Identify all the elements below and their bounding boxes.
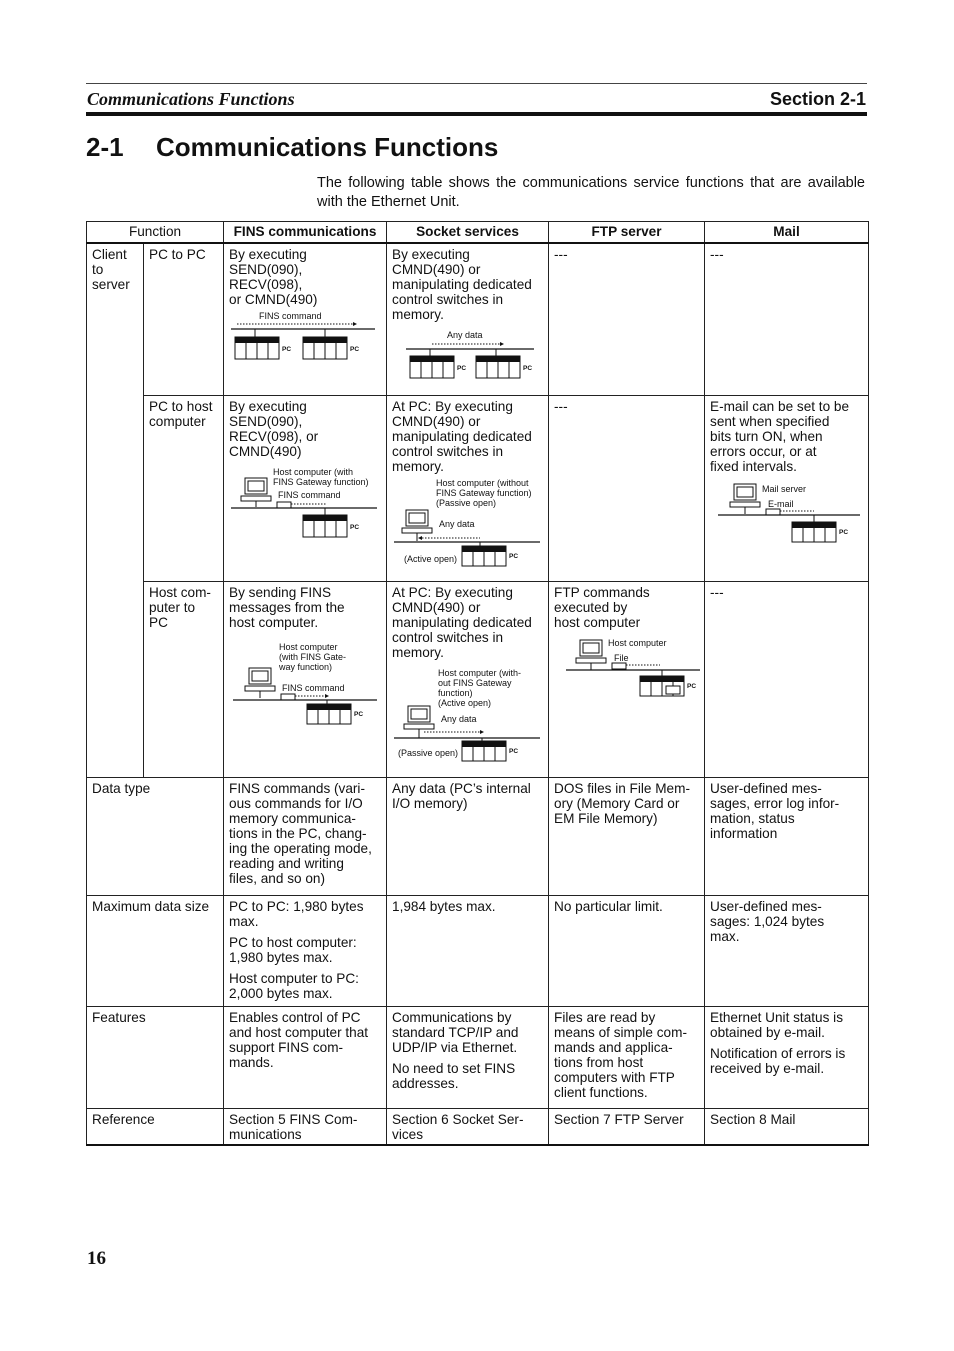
diagram-label-pc: PC (457, 365, 467, 372)
cell-mail-data-type: User-defined mes- sages, error log infor- mation, status information (705, 777, 869, 895)
pc-rack-icon (307, 704, 351, 724)
cell-text: At PC: By executing CMND(490) or manipulating dedicated control switches in memory. (392, 398, 532, 474)
table-row (87, 777, 869, 895)
cell-text: No need to set FINS addresses. (392, 1060, 516, 1091)
cell-fins-pc-to-host (224, 395, 387, 581)
diagram-fins-pc-to-pc (229, 309, 379, 369)
diagram-label-passive-open: (Passive open) (436, 497, 497, 508)
diagram-label-pc: PC (350, 346, 360, 353)
cell-socket-host-to-pc (387, 581, 549, 777)
cell-text: By executing SEND(090), RECV(098), or CMND(490) (229, 398, 319, 459)
diagram-label-fins-command: FINS command (282, 682, 345, 693)
pc-rack-icon (410, 356, 454, 378)
row-label-pc-to-host: PC to host computer (144, 395, 224, 581)
table-header-row (87, 222, 869, 244)
diagram-mail-pc-to-host (710, 476, 864, 546)
row-label-host-to-pc: Host com- puter to PC (144, 581, 224, 777)
diagram-label-pc: PC (687, 682, 697, 690)
host-computer-icon (245, 668, 275, 691)
row-label-pc-to-pc: PC to PC (144, 243, 224, 395)
diagram-label-any-data: Any data (439, 518, 475, 529)
diagram-label-mail-server: Mail server (762, 483, 807, 494)
diagram-label-pc: PC (509, 552, 519, 560)
col-header-fins: FINS communications (224, 222, 387, 244)
cell-socket-max-size: 1,984 bytes max. (387, 895, 549, 1006)
cell-mail-pc-to-pc: --- (705, 243, 869, 395)
diagram-label: FINS Gateway function) (436, 487, 532, 498)
cell-mail-features (705, 1006, 869, 1108)
cell-text: PC to host computer: 1,980 bytes max. (229, 934, 357, 965)
cell-mail-host-to-pc: --- (705, 581, 869, 777)
diagram-label: Host computer (without (436, 477, 529, 488)
cell-ftp-pc-to-pc: --- (549, 243, 705, 395)
col-header-function: Function (87, 222, 224, 244)
cell-socket-reference: Section 6 Socket Ser- vices (387, 1108, 549, 1145)
pc-rack-icon (462, 546, 506, 566)
cell-ftp-data-type: DOS files in File Mem- ory (Memory Card or EM File Memory) (549, 777, 705, 895)
col-header-ftp: FTP server (549, 222, 705, 244)
diagram-label-any-data: Any data (441, 713, 477, 724)
row-label-max-size: Maximum data size (87, 895, 224, 1006)
diagram-label-pc: PC (354, 710, 364, 718)
diagram-ftp-host-to-pc (554, 632, 702, 700)
diagram-label-fins-command: FINS command (259, 311, 322, 321)
diagram-label-pc: PC (839, 528, 849, 536)
client-to-server-label: Client to server (87, 243, 144, 777)
cell-text: Ethernet Unit status is obtained by e-mail. (710, 1009, 843, 1040)
cell-fins-features: Enables control of PC and host computer that support FINS com- mands. (224, 1006, 387, 1108)
diagram-label: Host computer (279, 641, 338, 652)
diagram-label: Host computer (with- (438, 667, 522, 678)
cell-text: Host computer to PC: 2,000 bytes max. (229, 970, 359, 1001)
cell-text: Communications by standard TCP/IP and UDP/IP via Ethernet. (392, 1009, 519, 1055)
cell-text: By executing SEND(090), RECV(098), or CMND(490) (229, 247, 318, 307)
cell-ftp-host-to-pc (549, 581, 705, 777)
cell-socket-features (387, 1006, 549, 1108)
cell-fins-host-to-pc (224, 581, 387, 777)
section-number: 2-1 (86, 132, 124, 162)
cell-mail-reference: Section 8 Mail (705, 1108, 869, 1145)
pc-rack-icon (462, 741, 506, 761)
row-label-features: Features (87, 1006, 224, 1108)
diagram-fins-pc-to-host (229, 461, 381, 541)
table-row (87, 1108, 869, 1145)
diagram-label-fins-command: FINS command (278, 489, 341, 500)
cell-text: PC to PC: 1,980 bytes max. (229, 898, 364, 929)
cell-text: At PC: By executing CMND(490) or manipulating dedicated control switches in memory. (392, 584, 532, 660)
intro-paragraph: The following table shows the communications service functions that are available with the Ethernet Unit. (317, 175, 865, 210)
pc-rack-icon (792, 522, 836, 542)
row-label-data-type: Data type (87, 777, 224, 895)
cell-fins-reference: Section 5 FINS Com- munications (224, 1108, 387, 1145)
diagram-label-host-computer: Host computer (608, 637, 667, 648)
cell-text: E-mail can be set to be sent when specified bits turn ON, when errors occur, or at fixed intervals. (710, 398, 850, 474)
cell-ftp-reference: Section 7 FTP Server (549, 1108, 705, 1145)
cell-fins-max-size (224, 895, 387, 1006)
diagram-label-any-data: Any data (447, 330, 483, 340)
page-number: 16 (87, 1248, 106, 1269)
diagram-label-pc: PC (350, 523, 360, 531)
diagram-socket-pc-to-pc (392, 324, 542, 386)
running-header-section: Section 2-1 (769, 89, 866, 109)
diagram-label-active-open: (Active open) (438, 697, 492, 708)
diagram-label-pc: PC (523, 365, 533, 372)
mail-server-icon (730, 484, 760, 507)
host-computer-icon (404, 706, 434, 729)
diagram-label-active-open: (Active open) (404, 553, 458, 564)
diagram-label: Host computer (with (273, 466, 354, 477)
header-top-rule (86, 83, 867, 84)
functions-table (86, 221, 869, 1146)
cell-ftp-max-size: No particular limit. (549, 895, 705, 1006)
pc-rack-icon (303, 337, 347, 359)
table-row (87, 243, 869, 395)
cell-mail-max-size: User-defined mes- sages: 1,024 bytes max. (705, 895, 869, 1006)
cell-text: By executing CMND(490) or manipulating dedicated control switches in memory. (392, 247, 532, 322)
host-computer-icon (576, 640, 606, 663)
diagram-label: FINS Gateway function) (273, 476, 369, 487)
diagram-label: out FINS Gateway (438, 677, 512, 688)
table-row (87, 895, 869, 1006)
diagram-label: way function) (279, 661, 333, 672)
cell-socket-pc-to-pc (387, 243, 549, 395)
cell-mail-pc-to-host (705, 395, 869, 581)
diagram-label: function) (438, 687, 473, 698)
row-label-reference: Reference (87, 1108, 224, 1145)
table-row (87, 395, 869, 581)
cell-socket-pc-to-host (387, 395, 549, 581)
cell-text: FTP commands executed by host computer (554, 584, 650, 630)
diagram-label-file: File (614, 652, 629, 663)
pc-rack-icon (476, 356, 520, 378)
diagram-label-pc: PC (282, 346, 292, 353)
cell-ftp-features: Files are read by means of simple com- mands and applica- tions from host computers with FTP client functions. (549, 1006, 705, 1108)
diagram-socket-host-to-pc (392, 662, 544, 762)
cell-ftp-pc-to-host: --- (549, 395, 705, 581)
running-header-title: Communications Functions (87, 89, 295, 109)
diagram-socket-pc-to-host (392, 476, 544, 568)
table-row (87, 581, 869, 777)
pc-rack-icon (235, 337, 279, 359)
diagram-label-email: E-mail (768, 498, 794, 509)
cell-text: Notification of errors is received by e-mail. (710, 1045, 846, 1076)
diagram-label-pc: PC (509, 747, 519, 755)
cell-socket-data-type: Any data (PC’s internal I/O memory) (387, 777, 549, 895)
cell-fins-data-type: FINS commands (vari- ous commands for I/O memory communica- tions in the PC, chang- ing the operating mode, reading and writing files, and so on) (224, 777, 387, 895)
diagram-label: (with FINS Gate- (279, 651, 347, 662)
header-bottom-rule (86, 112, 867, 116)
table-row (87, 1006, 869, 1108)
section-heading (86, 132, 498, 163)
pc-rack-icon (640, 676, 684, 696)
host-computer-icon (402, 510, 432, 533)
cell-fins-pc-to-pc (224, 243, 387, 395)
diagram-label-passive-open: (Passive open) (398, 747, 459, 758)
col-header-socket: Socket services (387, 222, 549, 244)
cell-text: By sending FINS messages from the host computer. (229, 584, 345, 630)
pc-rack-icon (303, 515, 347, 537)
section-title: Communications Functions (156, 132, 499, 162)
diagram-fins-host-to-pc (229, 632, 381, 726)
host-computer-icon (241, 478, 271, 501)
col-header-mail: Mail (705, 222, 869, 244)
